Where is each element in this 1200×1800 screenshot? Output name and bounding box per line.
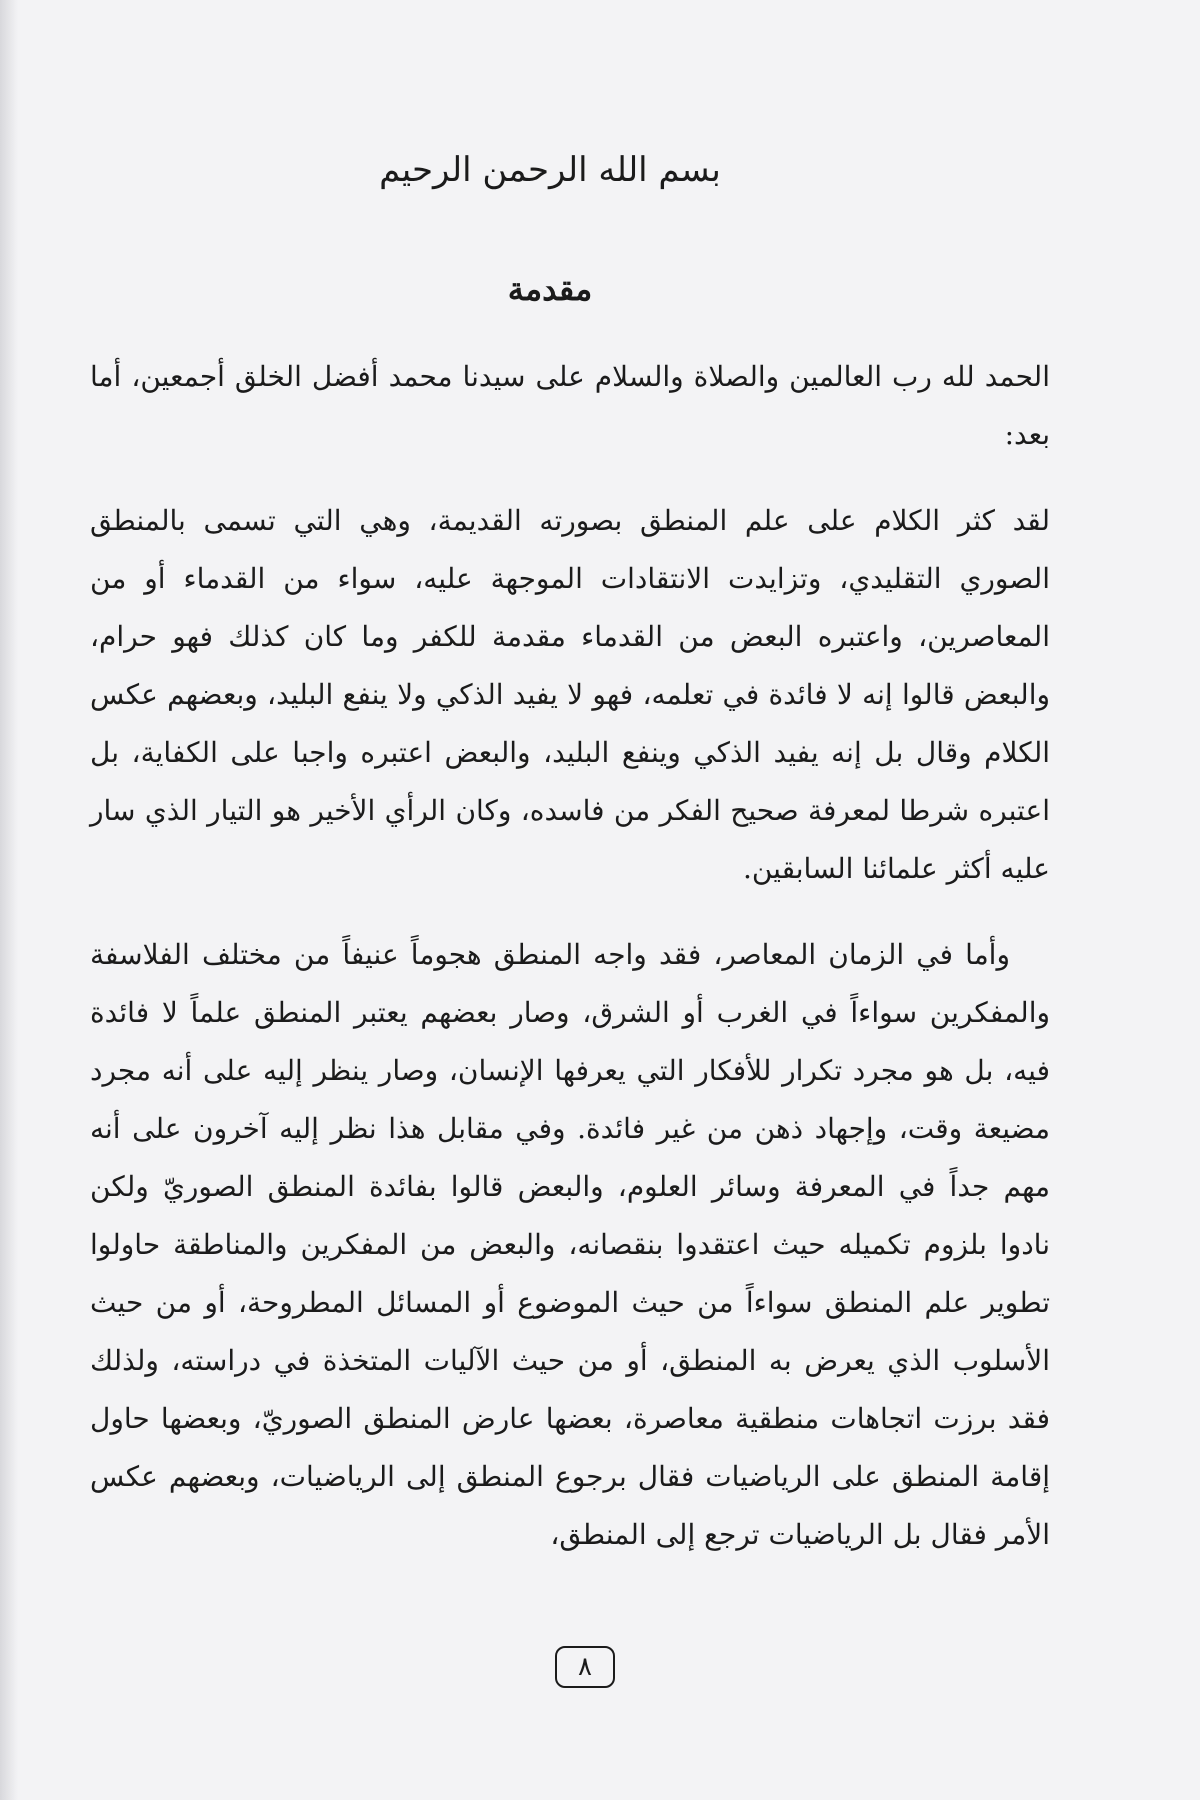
paragraph-opening: الحمد لله رب العالمين والصلاة والسلام على سيدنا محمد أفضل الخلق أجمعين، أما بعد: [90,360,1050,451]
paragraph-classical-logic: لقد كثر الكلام على علم المنطق بصورته القديمة، وهي التي تسمى بالمنطق الصوري التقليدي، وتزايدت الانتقادات الموجهة عليه، سواء من القدماء أو من المعاصرين، واعتبره البعض من القدماء مقدمة للكفر وما كان كذلك فهو حرام، والبعض قالوا إنه لا فائدة في تعلمه، فهو لا يفيد الذكي ولا ينفع البليد، وبعضهم عكس الكلام وقال بل إنه يفيد الذكي وينفع البليد، والبعض اعتبره واجبا على الكفاية، بل اعتبره شرطا لمعرفة صحيح الفكر من فاسده، وكان الرأي الأخير هو التيار الذي سار عليه أكثر علمائنا السابقين. [90,504,1051,885]
section-title: مقدمة [507,270,593,308]
page-number: ٨ [555,1646,615,1688]
scan-edge-shadow [0,0,18,1800]
basmala-heading: بسم الله الرحمن الرحيم [379,150,721,190]
paragraph-modern-era: وأما في الزمان المعاصر، فقد واجه المنطق هجوماً عنيفاً من مختلف الفلاسفة والمفكرين سواءاً في الغرب أو الشرق، وصار بعضهم يعتبر المنطق علماً لا فائدة فيه، بل هو مجرد تكرار للأفكار التي يعرفها الإنسان، وصار ينظر إليه على أنه مجرد مضيعة وقت، وإجهاد ذهن من غير فائدة. وفي مقابل هذا نظر إليه آخرون على أنه مهم جداً في المعرفة وسائر العلوم، والبعض قالوا بفائدة المنطق الصوريّ ولكن نادوا بلزوم تكميله حيث اعتقدوا بنقصانه، والبعض من المفكرين والمناطقة حاولوا تطوير علم المنطق سواءاً من حيث الموضوع أو المسائل المطروحة، أو من حيث الأسلوب الذي يعرض به المنطق، أو من حيث الآليات المتخذة في دراسته، ولذلك فقد برزت اتجاهات منطقية معاصرة، بعضها عارض المنطق الصوريّ، وبعضها حاول إقامة المنطق على الرياضيات فقال برجوع المنطق إلى الرياضيات، وبعضهم عكس الأمر فقال بل الرياضيات ترجع إلى المنطق، [90,938,1050,1551]
page-text [90,150,1050,1592]
